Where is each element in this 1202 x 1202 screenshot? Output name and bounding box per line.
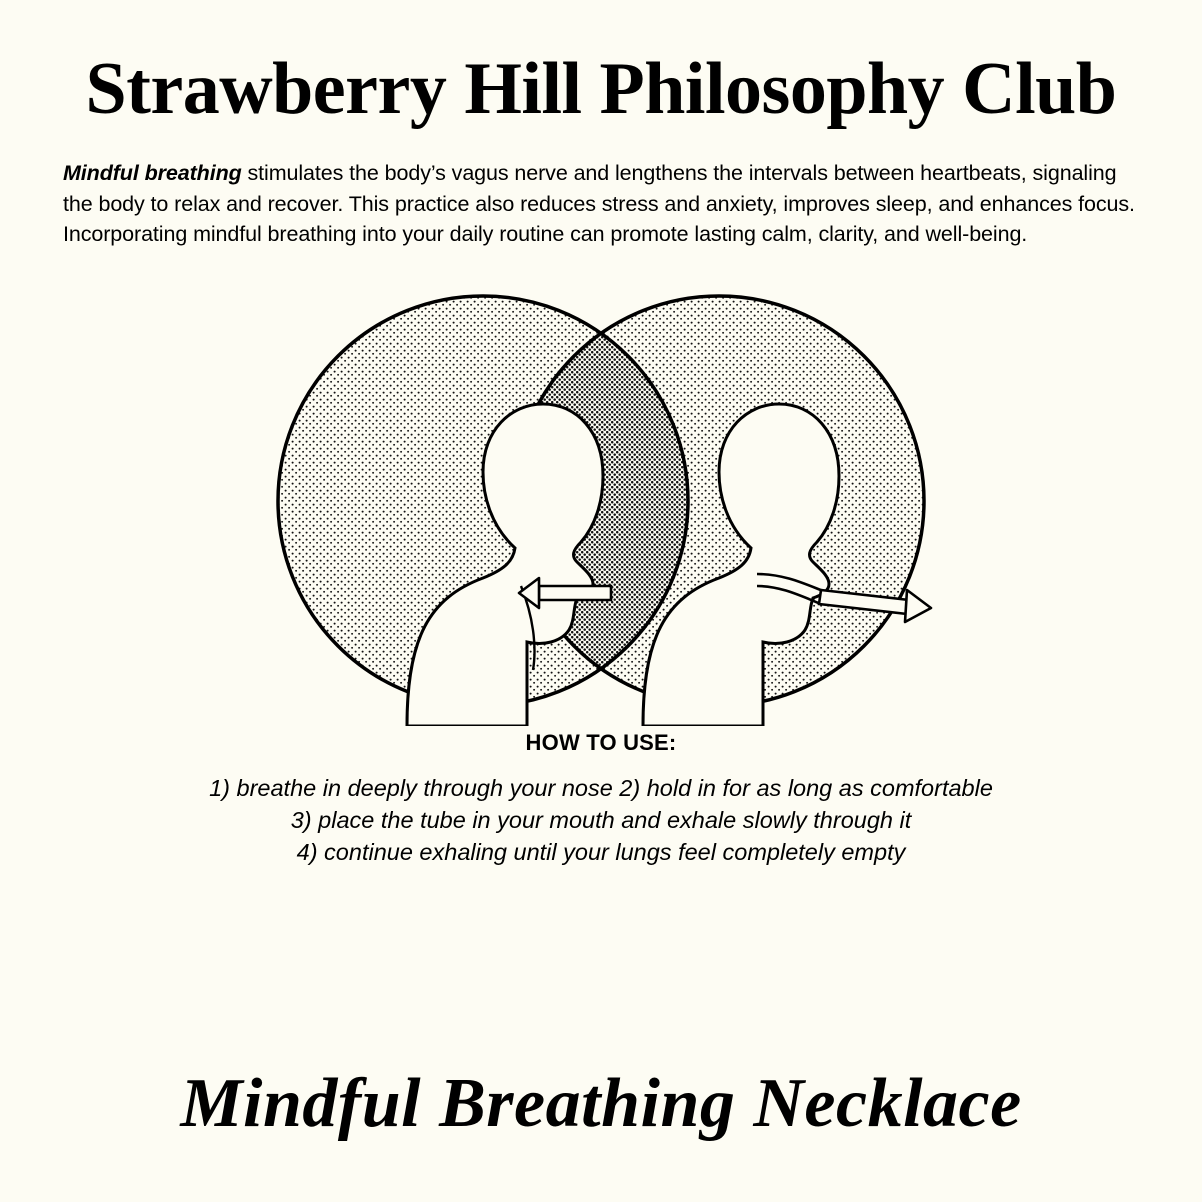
list-item: 3) place the tube in your mouth and exhale slowly through it xyxy=(290,806,912,833)
breathing-diagram-illustration xyxy=(221,286,981,726)
product-name: Mindful Breathing Necklace xyxy=(180,1065,1022,1142)
page-title: Strawberry Hill Philosophy Club xyxy=(85,48,1117,130)
intro-body-text: stimulates the body’s vagus nerve and lengthens the intervals between heartbeats, signaling the body to relax and recover. This practice also reduces stress and anxiety, improves sleep, and enhances focus. Incorporating mindful breathing into your daily routine can promote lasting calm, clarity, and well-being. xyxy=(63,161,1135,247)
list-item: 4) continue exhaling until your lungs feel completely empty xyxy=(296,838,906,865)
list-item: 1) breathe in deeply through your nose 2) hold in for as long as comfortable xyxy=(209,774,993,801)
intro-paragraph xyxy=(63,158,1144,250)
intro-lead-phrase: Mindful breathing xyxy=(63,161,242,185)
illustration-container xyxy=(58,286,1144,726)
howto-steps-list xyxy=(58,772,1144,869)
howto-heading: HOW TO USE: xyxy=(525,729,677,755)
